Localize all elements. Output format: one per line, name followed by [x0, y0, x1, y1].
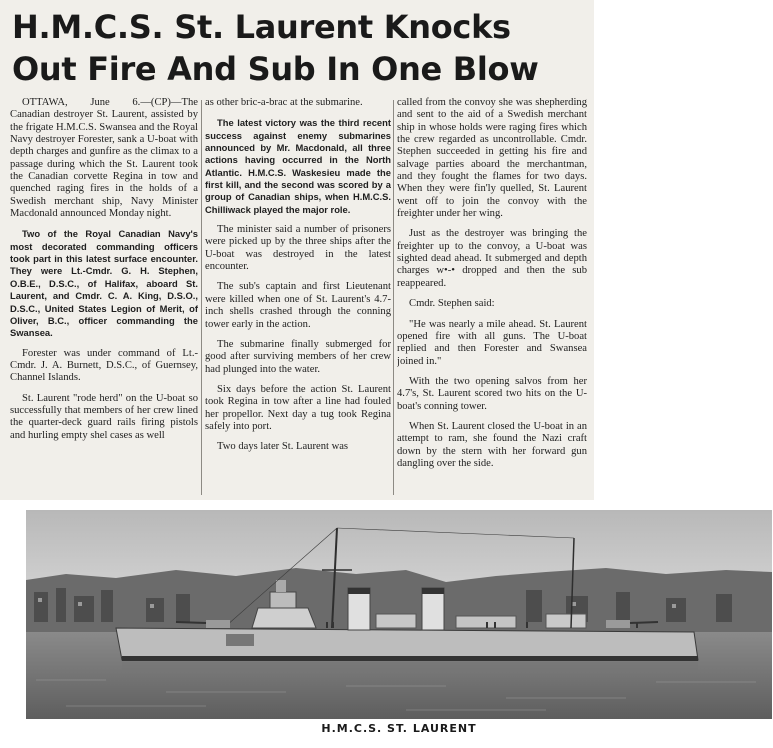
- article-paragraph: as other bric-a-brac at the submarine.: [205, 97, 363, 108]
- article-paragraph: When St. Laurent closed the U-boat in an attempt to ram, she found the Nazi craft down by the stern with her forward gun dangling over the side.: [397, 420, 587, 469]
- article-paragraph: The minister said a number of prisoners were picked up by the three ships after the U-boat was destroyed in the latest encounter.: [205, 224, 391, 273]
- article-paragraph: The submarine finally submerged for good after surviving members of her crew had plunged into the water.: [205, 338, 391, 375]
- article-paragraph: The sub's captain and first Lieutenant were killed when one of St. Laurent's 4.7-inch shells crashed through the conning tower early in the action.: [205, 281, 391, 330]
- article-paragraph: Two days later St. Laurent was: [217, 441, 349, 453]
- ship-photo: [26, 510, 772, 719]
- article-paragraph: Two of the Royal Canadian Navy's most decorated commanding officers took part in this latest surface encounter. They were Lt.-Cmdr. G. H. Stephen, O.B.E., D.S.C., of Halifax, aboard St. Laurent, and Cmdr. C. A. King, D.S.O., D.S.C., United States Legion of Merit, of Oliver, B.C., officer commanding the Swansea.: [10, 228, 198, 339]
- article-paragraph: Forester was under command of Lt.-Cmdr. J. A. Burnett, D.S.C., of Guernsey, Channel Islands.: [10, 347, 198, 384]
- destroyer-photo-image: [26, 510, 772, 719]
- headline-line-2: Out Fire And Sub In One Blow: [12, 50, 539, 88]
- article-paragraph: The latest victory was the third recent success against enemy submarines announced by Mr. Macdonald, all three actions having occurred in the North Atlantic. H.M.C.S. Waskesieu made the first kill, and the second was scored by a group of Canadian ships, when H.M.C.S. Chilliwack played the major role.: [205, 117, 391, 215]
- article-paragraph: Cmdr. Stephen said:: [409, 298, 495, 310]
- article-paragraph: St. Laurent "rode herd" on the U-boat so successfully that members of her crew lined the quarter-deck guard rails firing pistols and hurling empty shel cases as well: [10, 392, 198, 441]
- column-rule: [393, 100, 394, 495]
- photo-caption: H.M.C.S. ST. LAURENT: [321, 722, 477, 735]
- article-paragraph: called from the convoy she was shepherding and sent to the aid of a Swedish merchant ship in whose holds were raging fires which the crew regarded as uncontrollable. Cmdr. Stephen succeeded in getting his fire and salvage parties aboard the merchantman, and they fought the flames for two days. When they were fin'ly quelled, St. Laurent went off to join the convoy with the freighter under her wing.: [397, 97, 587, 220]
- article-paragraph: Just as the destroyer was bringing the freighter up to the convoy, a U-boat was sighted dead ahead. It submerged and depth charges w•-• dropped and then the sub reappeared.: [397, 228, 587, 289]
- article-column-2: [205, 97, 391, 497]
- article-paragraph: OTTAWA, June 6.—(CP)—The Canadian destroyer St. Laurent, assisted by the frigate H.M.C.S. Swansea and the Royal Navy destroyer Forester, sank a U-boat with depth charges and gunfire as the climax to a passage during which the St. Laurent took the Canadian corvette Regina in tow and quenched raging fires in the holds of a Swedish merchant ship, Navy Minister Macdonald announced Monday night.: [10, 97, 198, 220]
- article-paragraph: Six days before the action St. Laurent took Regina in tow after a line had fouled her propellor. Next day a tug took Regina safely into port.: [205, 383, 391, 432]
- headline: [12, 6, 592, 90]
- headline-line-1: H.M.C.S. St. Laurent Knocks: [12, 8, 511, 46]
- article-paragraph: "He was nearly a mile ahead. St. Laurent opened fire with all guns. The U-boat replied and then Forester and Swansea joined in.": [397, 318, 587, 367]
- article-paragraph: With the two opening salvos from her 4.7's, St. Laurent scored two hits on the U-boat's conning tower.: [397, 375, 587, 412]
- article-column-1: [10, 97, 198, 497]
- article-column-3: [397, 97, 587, 497]
- column-rule: [201, 100, 202, 495]
